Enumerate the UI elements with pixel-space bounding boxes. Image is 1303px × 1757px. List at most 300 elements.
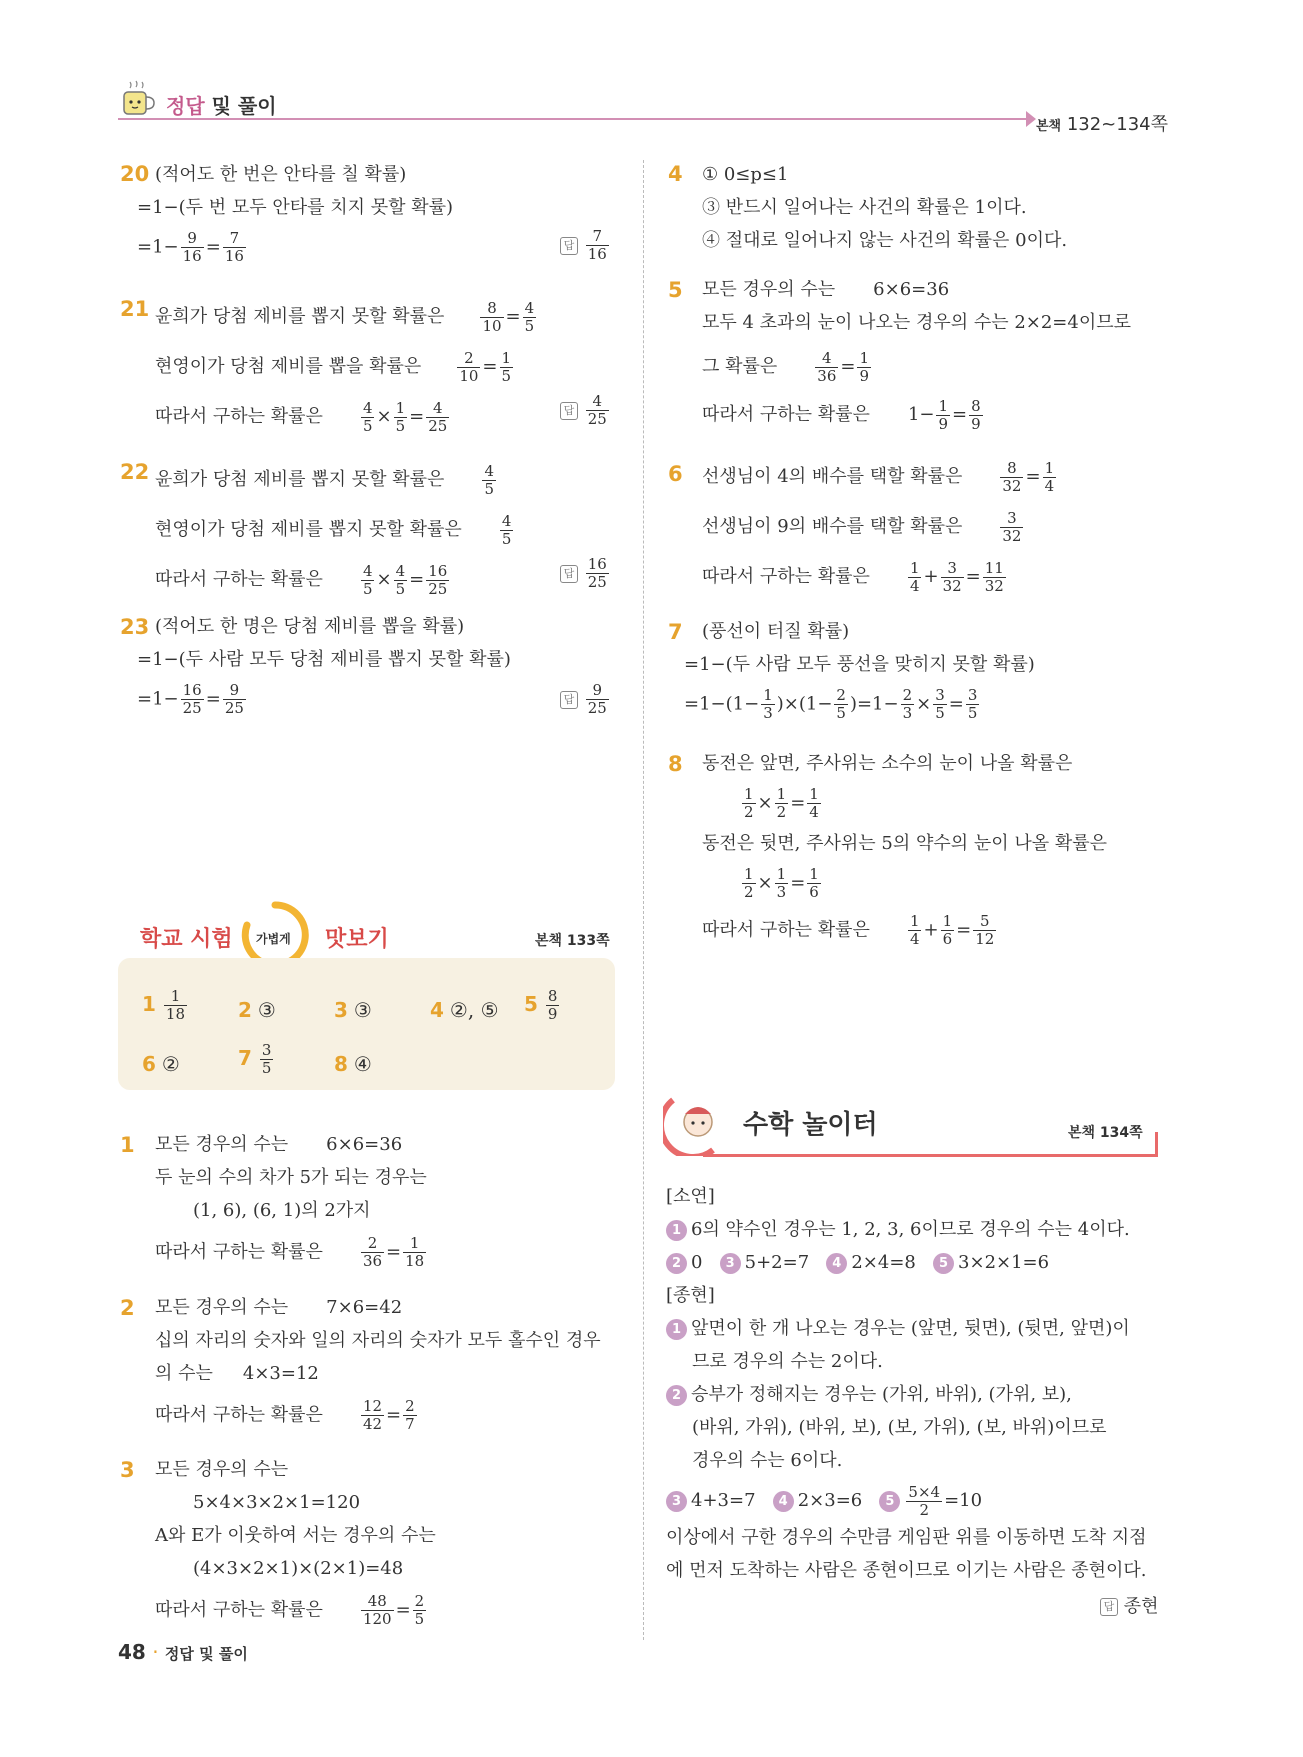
p22-l2fn: 4 [501,511,512,530]
circle-1-icon: 1 [666,1220,687,1241]
p8-frac3 [807,786,821,821]
circle-2-icon: 2 [666,1385,687,1406]
playground-title: 수학 놀이터 [743,1110,878,1140]
p8-l5f1d: 4 [909,930,920,948]
q2-f2n: 2 [405,1397,415,1415]
exam-sol-1 [155,1128,428,1270]
q2-line1 [155,1291,601,1324]
p8-l5f1n: 1 [909,912,920,930]
playground-answer [1100,1592,1159,1618]
p21-frac6 [394,400,408,435]
p5-frac1 [815,350,838,385]
p5-line1 [702,273,1131,306]
p6-frac6 [983,560,1006,595]
problem-6 [702,452,1058,602]
p6-l2: 선생님이 9의 배수를 택할 확률은 [702,516,963,537]
soyeon-s1: 6의 약수인 경우는 1, 2, 3, 6이므로 경우의 수는 4이다. [691,1219,1130,1240]
exam-answer-box [118,958,615,1090]
q2-l1b: 7×6=42 [326,1297,403,1318]
q2-l1: 모든 경우의 수는 [155,1297,289,1318]
problem-number-23: 23 [120,615,150,639]
p7-f3n: 2 [902,686,913,704]
p8-l5f3d: 12 [975,930,995,948]
exam-a3v: ③ [353,998,372,1022]
p22-frac4 [394,563,408,598]
playground-answer-text: 종현 [1123,1596,1159,1617]
jonghyun-frac [906,1484,942,1519]
p8-l4f3d: 6 [809,883,819,901]
footer-label: 정답 및 풀이 [164,1645,248,1663]
p20-f2d: 16 [224,247,244,265]
q2-line2: 십의 자리의 숫자와 일의 자리의 숫자가 모두 홀수인 경우 [155,1330,601,1351]
exam-sol-2 [155,1291,601,1433]
exam-sol-number-3: 3 [120,1458,135,1482]
q3-f1d: 120 [362,1610,392,1628]
soyeon-s4: 2×4=8 [851,1252,916,1273]
q3-f2d: 5 [414,1610,425,1628]
p5-l4: 따라서 구하는 확률은 [702,404,870,425]
p21-l2f1d: 10 [459,366,479,385]
exam-k4: 4 [430,998,444,1022]
problem-20 [137,158,454,265]
exam-a8v: ④ [353,1052,372,1076]
p23-frac2 [223,682,246,717]
p23-answer [560,682,611,717]
p7-frac2 [834,687,848,722]
playground-underline [703,1154,1158,1157]
p20-line3 [137,230,453,265]
problem-number-20: 20 [120,162,150,186]
p6-l3f1d: 4 [909,576,920,595]
p22-ans-n: 16 [587,555,607,573]
p22-l2: 현영이가 당첨 제비를 뽑지 못할 확률은 [155,519,462,540]
p8-l5f2n: 1 [942,912,953,930]
q3-f2n: 2 [414,1592,425,1610]
header-ref-label: 본책 [1035,119,1062,134]
circle-3-icon: 3 [666,1491,687,1512]
q1-l4: 따라서 구하는 확률은 [155,1241,323,1263]
soyeon-s2: 0 [691,1252,703,1273]
p22-l3f3n: 16 [428,561,448,580]
problem-number-4: 4 [668,162,683,186]
p5-l1: 모든 경우의 수는 [702,279,836,300]
jonghyun-step2c: 경우의 수는 6이다. [692,1450,843,1471]
p6-l3f3n: 11 [984,558,1004,577]
p8-l4f1d: 2 [744,883,754,901]
p22-ans-d: 25 [587,573,607,591]
p8-l2f1d: 2 [744,803,754,821]
p6-line2 [702,502,1058,552]
exam-a4v: ②, ⑤ [449,998,499,1022]
q2-f1d: 42 [362,1415,383,1433]
exam-item-6 [142,1052,180,1076]
header-title-c: 풀이 [237,94,277,118]
p23-l3a: =1− [137,688,179,710]
answer-mark-icon: 답 [560,565,578,583]
p20-l3a: =1− [137,236,179,258]
exam-a5n: 8 [547,987,558,1005]
jonghyun-j5b: =10 [944,1490,983,1511]
p8-line4: $\frac{1}{2}$ × $\frac{1}{3}$ = $\frac{1}{6}$ [744,865,819,901]
playground-corner [1155,1132,1158,1157]
p20-l3b: = [205,236,221,258]
q1-line4: 따라서 구하는 확률은 $\frac{2}{36}$ = $\frac{1}{18}$ [155,1234,425,1270]
p22-frac1 [482,463,496,498]
p6-l3f2n: 3 [941,560,964,578]
p8-frac9 [973,913,996,948]
exam-a7d: 5 [261,1059,272,1077]
q2-frac2 [403,1398,417,1433]
problem-21 [155,292,538,442]
p23-f2d: 25 [224,699,244,717]
circle-5-icon: 5 [879,1491,900,1512]
q2-l3b: 4×3=12 [242,1363,319,1384]
exam-sol-3 [155,1453,436,1628]
p8-l4f2n: 1 [776,865,787,883]
p22-frac5 [426,563,449,598]
p8-frac4 [742,866,756,901]
p7-line1: (풍선이 터질 확률) [702,621,850,642]
exam-item-3 [334,998,372,1022]
p7-f5d: 5 [967,704,978,722]
p21-l2: 현영이가 당첨 제비를 뽑을 확률은 [155,356,422,377]
p5-l4a: 1− [907,404,935,425]
p23-line3: =1− $\frac{16}{25}$ = $\frac{9}{25}$ [137,681,244,717]
p6-line1: 선생님이 4의 배수를 택할 확률은 $\frac{8}{32}$ = $\frac{1}{4}$ [702,458,1055,495]
playground-mascot-icon [663,1090,733,1156]
p6-frac3 [1000,510,1023,545]
exam-a1d: 18 [165,1005,186,1023]
p5-l3f1n: 4 [815,350,838,368]
problem-number-5: 5 [668,278,683,302]
p23-line2: =1−(두 사람 모두 당첨 제비를 뽑지 못할 확률) [137,649,511,670]
q3-line3: A와 E가 이웃하여 서는 경우의 수는 [155,1525,436,1546]
p7-f4n: 3 [935,686,945,704]
exam-title-b: 맛보기 [325,927,389,952]
q1-f2n: 1 [403,1235,426,1253]
p8-l5f3n: 5 [973,913,996,931]
exam-sol-number-2: 2 [120,1296,135,1320]
p21-ans-frac [586,393,609,428]
header-ref-pages: 132~134쪽 [1066,114,1168,135]
p6-l3f2d: 32 [942,576,962,595]
jonghyun-j1a: 앞면이 한 개 나오는 경우는 (앞면, 뒷면), (뒷면, 앞면)이 [691,1318,1130,1339]
exam-item-5 [524,988,561,1023]
p7-f1n: 1 [763,686,773,704]
problem-number-21: 21 [120,297,150,321]
p7-f3d: 3 [902,704,913,722]
answer-mark-icon: 답 [1100,1598,1118,1616]
exam-sol-number-1: 1 [120,1133,135,1157]
p21-ans-d: 25 [587,410,607,428]
p7-f1d: 3 [763,704,773,722]
p20-f1d: 16 [182,247,202,265]
q1-frac1 [361,1235,384,1270]
cup-mascot-icon [118,80,158,118]
exam-k5: 5 [524,992,538,1016]
header-rule [118,118,1028,120]
q1-line1 [155,1128,428,1161]
p8-l5f2d: 6 [942,930,953,948]
p5-frac2 [857,350,871,385]
p7-frac3 [901,687,915,722]
p6-l1f1d: 32 [1002,476,1022,495]
circle-4-icon: 4 [826,1253,847,1274]
exam-item-8 [334,1052,372,1076]
p21-l3f3n: 4 [426,400,449,418]
exam-a5d: 9 [547,1005,558,1023]
p6-frac4 [908,560,922,595]
p4-line3: ④ 절대로 일어나지 않는 사건의 확률은 0이다. [702,230,1068,251]
p21-frac5 [361,400,375,435]
problem-22 [155,455,515,605]
p23-ans-frac [586,682,609,717]
soyeon-s5: 3×2×1=6 [958,1252,1050,1273]
p5-l3f1d: 36 [817,366,837,385]
q1-line2: 두 눈의 수의 차가 5가 되는 경우는 [155,1167,427,1188]
p6-l2fn: 3 [1000,510,1023,528]
soyeon-label: [소연] [666,1186,715,1207]
p20-f2n: 7 [223,230,246,248]
p21-line1: 윤희가 당첨 제비를 뽑지 못할 확률은 $\frac{8}{10}$ = $\frac{4}{5}$ [155,298,535,335]
p8-frac8 [941,913,955,948]
q2-line4: 따라서 구하는 확률은 $\frac{12}{42}$ = $\frac{2}{7}$ [155,1397,415,1433]
header-arrow-icon [1026,111,1036,127]
page-footer [118,1640,248,1664]
p22-ans-frac [586,556,609,591]
p21-answer [560,393,611,428]
p5-line2: 모두 4 초과의 눈이 나오는 경우의 수는 2×2=4이므로 [702,312,1132,333]
q3-frac1 [361,1593,394,1628]
p6-l3f3d: 32 [984,576,1004,595]
exam-k7: 7 [238,1046,252,1070]
p22-l3f3d: 25 [428,579,448,598]
exam-a6v: ② [161,1052,180,1076]
q3-line2: 5×4×3×2×1=120 [193,1492,361,1513]
problem-5 [702,273,1131,435]
exam-a2v: ③ [257,998,276,1022]
q1-frac2 [403,1235,426,1270]
p21-l1f2d: 5 [524,316,535,335]
exam-k6: 6 [142,1052,156,1076]
p5-l3: 그 확률은 [702,356,778,377]
p21-l3f3d: 25 [428,416,448,435]
p7-frac4 [933,687,947,722]
p20-line2: =1−(두 번 모두 안타를 치지 못할 확률) [137,197,454,218]
q1-l1: 모든 경우의 수는 [155,1134,289,1155]
problem-23 [137,610,511,717]
q1-line3: (1, 6), (6, 1)의 2가지 [193,1200,371,1221]
exam-frac7 [260,1042,274,1077]
p7-frac1 [761,687,775,722]
p21-l3f2n: 1 [395,398,406,417]
answer-mark-icon: 답 [560,402,578,420]
p8-l2f3n: 1 [809,785,819,803]
problem-number-22: 22 [120,460,150,484]
p22-l3f2d: 5 [395,579,406,598]
exam-page-ref: 본책 133쪽 [535,933,610,949]
p7-l3a: =1−(1− [684,693,760,715]
q2-frac1 [361,1398,384,1433]
p5-l4f1n: 1 [938,396,949,415]
p8-l2f3d: 4 [809,803,819,821]
q2-f2d: 7 [405,1415,415,1433]
q1-l1b: 6×6=36 [326,1134,403,1155]
problem-8 [702,747,1107,948]
exam-item-7 [238,1042,275,1077]
p22-answer [560,556,611,591]
header-title-a: 정답 [166,94,205,118]
jonghyun-j5d: 2 [919,1500,929,1519]
q3-f1n: 48 [361,1593,394,1611]
p7-l3c: )=1− [849,693,899,715]
exam-k3: 3 [334,998,348,1022]
jonghyun-label: [종현] [666,1285,715,1306]
exam-item-1 [142,988,189,1023]
header-page-ref [1036,110,1168,136]
exam-k2: 2 [238,998,252,1022]
p20-f1n: 9 [181,230,204,248]
q2-f1n: 12 [362,1397,383,1415]
p21-l1f2n: 4 [524,298,535,317]
exam-item-4 [430,998,499,1022]
circle-1-icon: 1 [666,1319,687,1340]
circle-3-icon: 3 [720,1253,741,1274]
p23-line1: (적어도 한 명은 당첨 제비를 뽑을 확률) [155,616,465,637]
p7-f2n: 2 [836,686,846,704]
p6-frac2 [1043,460,1057,495]
p23-ans-n: 9 [586,682,609,700]
p21-line2: 현영이가 당첨 제비를 뽑을 확률은 $\frac{2}{10}$ = $\frac{1}{5}$ [155,348,512,385]
math-playground-header [663,1090,1158,1160]
p5-l3f2n: 1 [859,348,870,367]
jonghyun-step1b: 므로 경우의 수는 2이다. [692,1351,883,1372]
q3-line5: 따라서 구하는 확률은 $\frac{48}{120}$ = $\frac{2}{5}$ [155,1592,425,1628]
p8-l2f2n: 1 [776,785,787,803]
p6-l3f1n: 1 [909,558,920,577]
p6-l1f2d: 4 [1044,476,1055,495]
p21-l3f2d: 5 [395,416,406,435]
p21-l3: 따라서 구하는 확률은 [155,406,323,427]
p20-answer [560,228,611,263]
p21-frac4 [500,350,514,385]
jonghyun-j2a: 승부가 정해지는 경우는 (가위, 바위), (가위, 보), [691,1384,1072,1405]
p5-l1b: 6×6=36 [873,279,950,300]
problem-number-7: 7 [668,620,683,644]
p7-l3b: )×(1− [776,693,833,715]
problem-7 [684,615,1035,722]
p22-line2 [155,505,515,555]
soyeon-step1 [666,1213,1146,1246]
p22-l1: 윤희가 당첨 제비를 뽑지 못할 확률은 [155,469,445,490]
p8-l5: 따라서 구하는 확률은 [702,919,870,941]
p8-line2: $\frac{1}{2}$ × $\frac{1}{2}$ = $\frac{1}{4}$ [744,785,819,821]
p20-line1: (적어도 한 번은 안타를 칠 확률) [155,164,407,185]
p5-l4f2n: 8 [971,396,981,415]
problem-4 [702,158,1067,257]
q2-l3: 의 수는 [155,1363,213,1384]
p8-line5: 따라서 구하는 확률은 $\frac{1}{4}$ + $\frac{1}{6}$ = $\frac{5}{12}$ [702,912,995,948]
exam-k1: 1 [142,992,156,1016]
p21-frac3 [457,350,480,385]
playground-body [666,1180,1146,1587]
p5-l4f1d: 9 [938,414,949,433]
p6-frac5 [941,560,964,595]
exam-a1n: 1 [164,988,187,1006]
p20-ans-n: 7 [586,228,609,246]
jonghyun-step1a [666,1312,1146,1345]
jonghyun-j5n: 5×4 [908,1482,941,1501]
p5-l4f2d: 9 [971,414,981,433]
exam-badge: 가볍게 [256,932,291,946]
p22-frac3 [361,563,375,598]
p21-l3f1d: 5 [362,416,373,435]
playground-page-ref: 본책 134쪽 [1068,1125,1143,1141]
p7-line3: =1−(1− $\frac{1}{3}$ )×(1− $\frac{2}{5}$ )=1− $\frac{2}{3}$ × $\frac{3}{5}$ = $\frac{3}{5}$ [684,686,978,722]
soyeon-steps [666,1246,1146,1279]
exam-frac1 [164,988,187,1023]
p5-frac3 [936,398,950,433]
q3-frac2 [413,1593,427,1628]
p20-ans-frac [586,228,609,263]
p22-line3: 따라서 구하는 확률은 $\frac{4}{5}$ × $\frac{4}{5}$ = $\frac{16}{25}$ [155,561,448,598]
p4-line2: ③ 반드시 일어나는 사건의 확률은 1이다. [702,197,1027,218]
p22-l2fd: 5 [501,529,512,548]
p22-frac2 [500,513,514,548]
p8-frac6 [807,866,821,901]
q3-l5: 따라서 구하는 확률은 [155,1599,323,1621]
p21-l2f2n: 1 [501,348,512,367]
p20-ans-d: 16 [587,245,607,263]
p23-f2n: 9 [223,682,246,700]
p23-f1d: 25 [182,699,202,717]
p22-l1fd: 5 [484,479,494,498]
q3-line1: 모든 경우의 수는 [155,1459,289,1480]
footer-dot: · [152,1640,159,1664]
q3-line4: (4×3×2×1)×(2×1)=48 [193,1558,404,1579]
answer-mark-icon: 답 [560,237,578,255]
p5-line4: 따라서 구하는 확률은 1− $\frac{1}{9}$ = $\frac{8}{9}$ [702,396,981,433]
p22-line1 [155,455,515,505]
q1-f1n: 2 [361,1235,384,1253]
p21-line3: 따라서 구하는 확률은 $\frac{4}{5}$ × $\frac{1}{5}$ = $\frac{4}{25}$ [155,398,448,435]
p8-frac5 [775,866,789,901]
problem-number-6: 6 [668,462,683,486]
q1-f2d: 18 [405,1252,425,1270]
p8-frac7 [908,913,922,948]
p7-line2: =1−(두 사람 모두 풍선을 맞히지 못할 확률) [684,654,1035,675]
p21-l1f1n: 8 [480,300,503,318]
exam-frac5 [546,988,560,1023]
p20-frac2 [223,230,246,265]
p21-l2f2d: 5 [501,366,512,385]
p5-l3f2d: 9 [859,366,870,385]
conclusion-line2: 에 먼저 도착하는 사람은 종현이므로 이기는 사람은 종현이다. [666,1560,1147,1581]
p5-frac4 [969,398,983,433]
p21-l1: 윤희가 당첨 제비를 뽑지 못할 확률은 [155,306,445,327]
p21-l1f1d: 10 [482,316,502,335]
exam-a7n: 3 [261,1041,272,1059]
p8-frac2 [775,786,789,821]
p7-f5n: 3 [967,686,978,704]
column-divider [643,160,644,1640]
p23-f1n: 16 [182,681,202,699]
p8-frac1 [742,786,756,821]
p22-l3f2n: 4 [395,561,406,580]
problem-number-8: 8 [668,752,683,776]
q1-f1d: 36 [362,1252,383,1270]
jonghyun-j4: 2×3=6 [797,1490,863,1511]
